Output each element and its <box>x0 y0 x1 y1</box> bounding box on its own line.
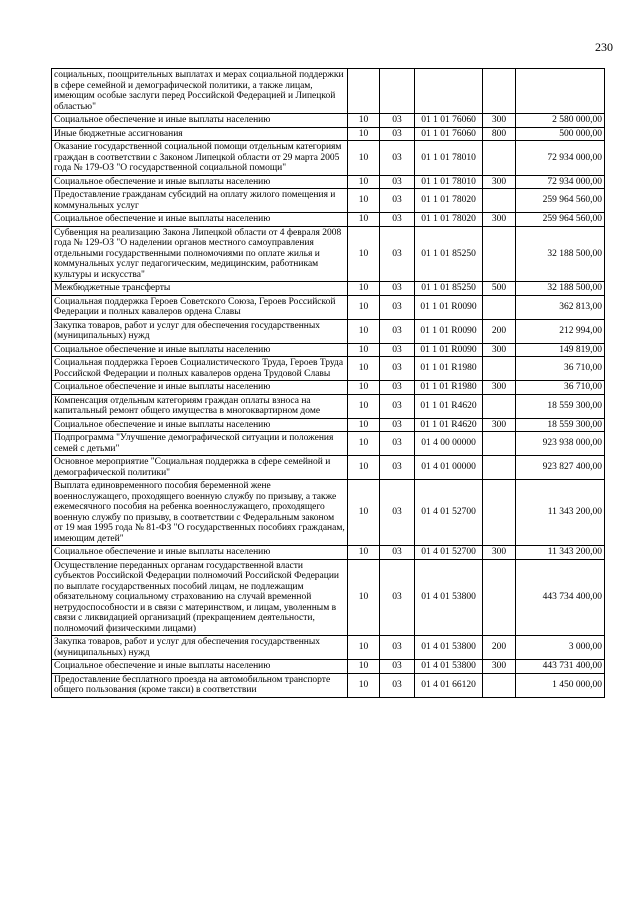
row-name-cell: Социальное обеспечение и иные выплаты населению <box>52 418 348 432</box>
row-section-cell: 10 <box>348 189 380 213</box>
row-subsection-cell: 03 <box>380 480 415 546</box>
row-name-cell: Социальное обеспечение и иные выплаты населению <box>52 381 348 395</box>
row-expense-type-cell: 300 <box>483 213 516 227</box>
row-target-article-cell: 01 4 01 52700 <box>415 480 483 546</box>
row-target-article-cell: 01 1 01 78010 <box>415 175 483 189</box>
row-amount-cell: 259 964 560,00 <box>516 189 605 213</box>
row-subsection-cell: 03 <box>380 319 415 343</box>
row-expense-type-cell <box>483 394 516 418</box>
row-subsection-cell: 03 <box>380 189 415 213</box>
row-expense-type-cell <box>483 141 516 176</box>
table-row <box>52 418 605 432</box>
row-section-cell: 10 <box>348 295 380 319</box>
row-amount-cell: 923 938 000,00 <box>516 432 605 456</box>
table-row <box>52 319 605 343</box>
row-section-cell: 10 <box>348 456 380 480</box>
row-name-cell: Социальное обеспечение и иные выплаты населению <box>52 546 348 560</box>
row-target-article-cell: 01 4 01 00000 <box>415 456 483 480</box>
row-name-cell: Оказание государственной социальной помощи отдельным категориям граждан в соответствии с Законом Липецкой области от 29 марта 2005 года № 179-ОЗ "О государственной социальной помощи" <box>52 141 348 176</box>
row-expense-type-cell: 300 <box>483 418 516 432</box>
row-name-cell: Закупка товаров, работ и услуг для обеспечения государственных (муниципальных) нужд <box>52 636 348 660</box>
row-expense-type-cell: 800 <box>483 127 516 141</box>
row-name-cell: Субвенция на реализацию Закона Липецкой области от 4 февраля 2008 года № 129-ОЗ "О наделении органов местного самоуправления отдельными государственными полномочиями по оплате жилья и коммунальных услуг педагогическим, медицинским, работникам культуры и искусства" <box>52 226 348 282</box>
row-expense-type-cell <box>483 357 516 381</box>
row-amount-cell: 2 580 000,00 <box>516 114 605 128</box>
row-section-cell: 10 <box>348 114 380 128</box>
row-expense-type-cell <box>483 226 516 282</box>
row-name-cell: Иные бюджетные ассигнования <box>52 127 348 141</box>
row-target-article-cell: 01 1 01 85250 <box>415 282 483 296</box>
row-expense-type-cell: 300 <box>483 343 516 357</box>
table-row <box>52 69 605 114</box>
row-expense-type-cell: 200 <box>483 636 516 660</box>
row-target-article-cell: 01 1 01 85250 <box>415 226 483 282</box>
row-section-cell <box>348 69 380 114</box>
row-amount-cell: 443 734 400,00 <box>516 559 605 636</box>
row-amount-cell: 259 964 560,00 <box>516 213 605 227</box>
row-subsection-cell: 03 <box>380 546 415 560</box>
row-name-cell: Межбюджетные трансферты <box>52 282 348 296</box>
row-target-article-cell: 01 1 01 R4620 <box>415 418 483 432</box>
row-section-cell: 10 <box>348 480 380 546</box>
row-subsection-cell: 03 <box>380 559 415 636</box>
row-subsection-cell: 03 <box>380 418 415 432</box>
row-subsection-cell: 03 <box>380 141 415 176</box>
row-name-cell: Социальное обеспечение и иные выплаты населению <box>52 213 348 227</box>
row-subsection-cell: 03 <box>380 394 415 418</box>
row-section-cell: 10 <box>348 282 380 296</box>
row-section-cell: 10 <box>348 213 380 227</box>
row-target-article-cell: 01 1 01 R0090 <box>415 295 483 319</box>
row-expense-type-cell: 300 <box>483 660 516 674</box>
row-amount-cell: 11 343 200,00 <box>516 480 605 546</box>
row-amount-cell: 212 994,00 <box>516 319 605 343</box>
row-name-cell: Социальное обеспечение и иные выплаты населению <box>52 343 348 357</box>
row-expense-type-cell <box>483 295 516 319</box>
row-subsection-cell: 03 <box>380 295 415 319</box>
table-row <box>52 432 605 456</box>
row-target-article-cell: 01 1 01 R0090 <box>415 319 483 343</box>
table-row <box>52 381 605 395</box>
table-row <box>52 189 605 213</box>
table-row <box>52 673 605 697</box>
row-section-cell: 10 <box>348 357 380 381</box>
row-name-cell: Компенсация отдельным категориям граждан оплаты взноса на капитальный ремонт общего имущества в многоквартирном доме <box>52 394 348 418</box>
row-section-cell: 10 <box>348 432 380 456</box>
row-section-cell: 10 <box>348 127 380 141</box>
row-target-article-cell: 01 1 01 78020 <box>415 189 483 213</box>
table-row <box>52 660 605 674</box>
row-amount-cell: 72 934 000,00 <box>516 175 605 189</box>
row-amount-cell: 443 731 400,00 <box>516 660 605 674</box>
row-expense-type-cell <box>483 480 516 546</box>
row-amount-cell: 32 188 500,00 <box>516 226 605 282</box>
table-row <box>52 213 605 227</box>
budget-table-body <box>52 69 605 698</box>
row-name-cell: Осуществление переданных органам государственной власти субъектов Российской Федерации полномочий Российской Федерации по выплате государственных пособий лицам, не подлежащим обязательному социальному страхованию на случай временной нетрудоспособности и в связи с материнством, и лицам, уволенным в связи с ликвидацией организаций (прекращением деятельности, полномочий физическими лицами) <box>52 559 348 636</box>
row-section-cell: 10 <box>348 636 380 660</box>
row-amount-cell: 72 934 000,00 <box>516 141 605 176</box>
row-name-cell: Выплата единовременного пособия беременной жене военнослужащего, проходящего военную службу по призыву, а также ежемесячного пособия на ребенка военнослужащего, проходящего военную службу по призыву, в соответствии с Федеральным законом от 19 мая 1995 года № 81-ФЗ "О государственных пособиях гражданам, имеющим детей" <box>52 480 348 546</box>
row-target-article-cell: 01 4 00 00000 <box>415 432 483 456</box>
row-amount-cell: 500 000,00 <box>516 127 605 141</box>
row-name-cell: Подпрограмма "Улучшение демографической ситуации и положения семей с детьми" <box>52 432 348 456</box>
row-name-cell: Закупка товаров, работ и услуг для обеспечения государственных (муниципальных) нужд <box>52 319 348 343</box>
row-amount-cell: 149 819,00 <box>516 343 605 357</box>
table-row <box>52 226 605 282</box>
row-amount-cell: 3 000,00 <box>516 636 605 660</box>
row-amount-cell: 36 710,00 <box>516 357 605 381</box>
table-row <box>52 357 605 381</box>
row-target-article-cell: 01 1 01 76060 <box>415 127 483 141</box>
table-row <box>52 282 605 296</box>
page-number: 230 <box>595 40 613 54</box>
table-row <box>52 456 605 480</box>
row-expense-type-cell: 500 <box>483 282 516 296</box>
row-target-article-cell: 01 1 01 R0090 <box>415 343 483 357</box>
row-amount-cell: 362 813,00 <box>516 295 605 319</box>
row-expense-type-cell <box>483 432 516 456</box>
row-section-cell: 10 <box>348 394 380 418</box>
table-row <box>52 546 605 560</box>
row-name-cell: Социальная поддержка Героев Социалистического Труда, Героев Труда Российской Федерации и полных кавалеров ордена Трудовой Славы <box>52 357 348 381</box>
row-target-article-cell: 01 1 01 78020 <box>415 213 483 227</box>
row-section-cell: 10 <box>348 226 380 282</box>
row-section-cell: 10 <box>348 343 380 357</box>
row-expense-type-cell <box>483 189 516 213</box>
row-amount-cell: 923 827 400,00 <box>516 456 605 480</box>
row-expense-type-cell: 200 <box>483 319 516 343</box>
row-subsection-cell: 03 <box>380 456 415 480</box>
row-expense-type-cell <box>483 559 516 636</box>
row-amount-cell: 1 450 000,00 <box>516 673 605 697</box>
row-expense-type-cell <box>483 673 516 697</box>
row-expense-type-cell: 300 <box>483 546 516 560</box>
row-subsection-cell: 03 <box>380 175 415 189</box>
table-row <box>52 394 605 418</box>
row-amount-cell: 11 343 200,00 <box>516 546 605 560</box>
table-row <box>52 114 605 128</box>
row-amount-cell: 18 559 300,00 <box>516 418 605 432</box>
row-subsection-cell: 03 <box>380 673 415 697</box>
row-subsection-cell: 03 <box>380 357 415 381</box>
row-subsection-cell: 03 <box>380 636 415 660</box>
row-section-cell: 10 <box>348 418 380 432</box>
table-row <box>52 175 605 189</box>
table-row <box>52 480 605 546</box>
row-expense-type-cell: 300 <box>483 175 516 189</box>
row-subsection-cell <box>380 69 415 114</box>
row-target-article-cell: 01 1 01 78010 <box>415 141 483 176</box>
row-section-cell: 10 <box>348 381 380 395</box>
row-expense-type-cell <box>483 456 516 480</box>
row-amount-cell: 18 559 300,00 <box>516 394 605 418</box>
row-expense-type-cell: 300 <box>483 381 516 395</box>
row-section-cell: 10 <box>348 546 380 560</box>
table-row <box>52 141 605 176</box>
row-target-article-cell: 01 4 01 53800 <box>415 660 483 674</box>
row-name-cell: Основное мероприятие "Социальная поддержка в сфере семейной и демографической политики" <box>52 456 348 480</box>
row-section-cell: 10 <box>348 559 380 636</box>
table-row <box>52 343 605 357</box>
row-name-cell: Предоставление гражданам субсидий на оплату жилого помещения и коммунальных услуг <box>52 189 348 213</box>
row-expense-type-cell <box>483 69 516 114</box>
row-amount-cell: 36 710,00 <box>516 381 605 395</box>
row-name-cell: Социальное обеспечение и иные выплаты населению <box>52 175 348 189</box>
row-target-article-cell: 01 1 01 R1980 <box>415 381 483 395</box>
row-expense-type-cell: 300 <box>483 114 516 128</box>
row-section-cell: 10 <box>348 175 380 189</box>
budget-table <box>51 68 605 698</box>
row-target-article-cell: 01 4 01 53800 <box>415 636 483 660</box>
row-amount-cell <box>516 69 605 114</box>
row-subsection-cell: 03 <box>380 213 415 227</box>
row-subsection-cell: 03 <box>380 432 415 456</box>
row-name-cell: социальных, поощрительных выплатах и мерах социальной поддержки в сфере семейной и демографической политики, а также лицам, имеющим особые заслуги перед Российской Федерацией и Липецкой областью" <box>52 69 348 114</box>
table-row <box>52 559 605 636</box>
row-target-article-cell <box>415 69 483 114</box>
table-row <box>52 636 605 660</box>
row-amount-cell: 32 188 500,00 <box>516 282 605 296</box>
row-target-article-cell: 01 4 01 53800 <box>415 559 483 636</box>
row-subsection-cell: 03 <box>380 114 415 128</box>
row-name-cell: Социальное обеспечение и иные выплаты населению <box>52 660 348 674</box>
row-subsection-cell: 03 <box>380 381 415 395</box>
row-subsection-cell: 03 <box>380 343 415 357</box>
table-row <box>52 295 605 319</box>
row-target-article-cell: 01 1 01 76060 <box>415 114 483 128</box>
row-subsection-cell: 03 <box>380 127 415 141</box>
row-section-cell: 10 <box>348 673 380 697</box>
row-section-cell: 10 <box>348 319 380 343</box>
row-subsection-cell: 03 <box>380 282 415 296</box>
row-name-cell: Социальное обеспечение и иные выплаты населению <box>52 114 348 128</box>
row-name-cell: Предоставление бесплатного проезда на автомобильном транспорте общего пользования (кроме такси) в соответствии <box>52 673 348 697</box>
row-section-cell: 10 <box>348 141 380 176</box>
row-target-article-cell: 01 4 01 66120 <box>415 673 483 697</box>
row-target-article-cell: 01 1 01 R1980 <box>415 357 483 381</box>
row-subsection-cell: 03 <box>380 660 415 674</box>
row-target-article-cell: 01 1 01 R4620 <box>415 394 483 418</box>
row-name-cell: Социальная поддержка Героев Советского Союза, Героев Российской Федерации и полных кавалеров ордена Славы <box>52 295 348 319</box>
row-target-article-cell: 01 4 01 52700 <box>415 546 483 560</box>
row-subsection-cell: 03 <box>380 226 415 282</box>
table-row <box>52 127 605 141</box>
row-section-cell: 10 <box>348 660 380 674</box>
